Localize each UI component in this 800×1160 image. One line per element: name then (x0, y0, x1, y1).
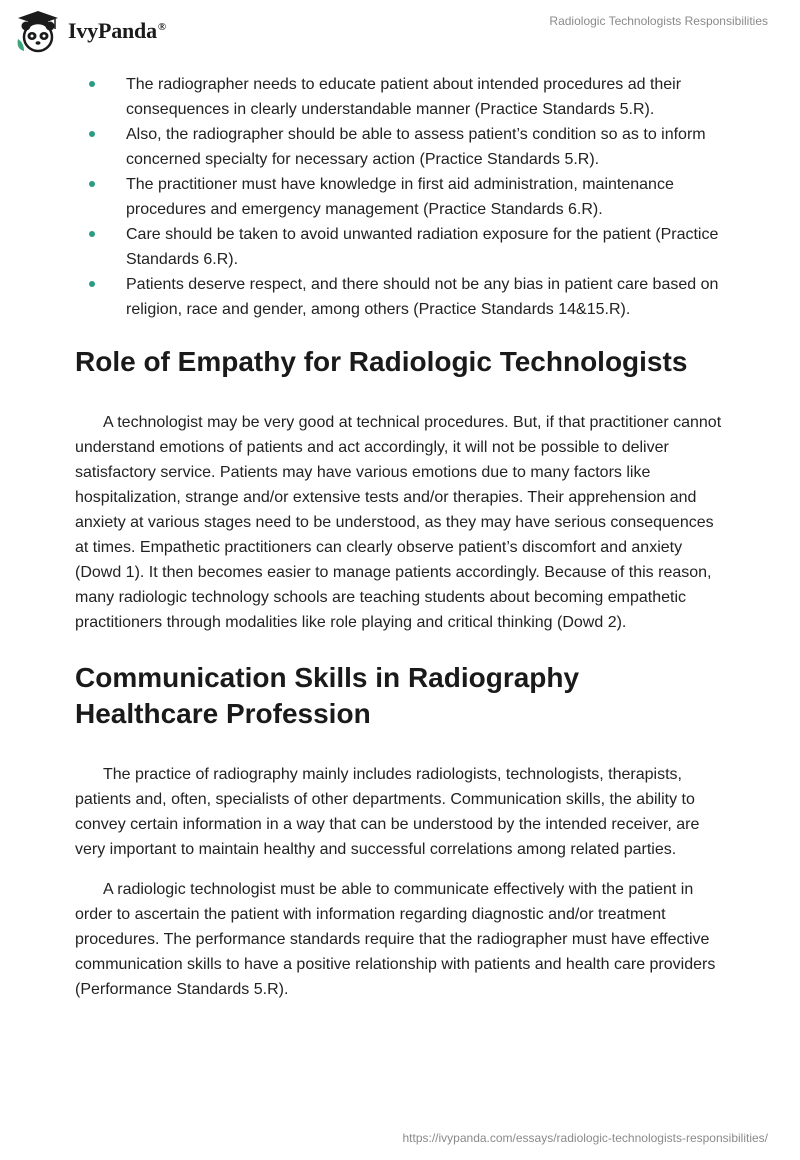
communication-paragraph-2: A radiologic technologist must be able to communicate effectively with the patient in order to ascertain the patient with information regarding diagnostic and/or treatment procedures. The performance standards require that the radiographer must have effective communication skills to have a positive relationship with patients and health care providers (Performance Standards 5.R). (75, 881, 716, 998)
bullet-dot-icon (89, 81, 95, 87)
bullet-dot-icon (89, 181, 95, 187)
panda-graduate-icon (14, 9, 62, 53)
list-item: Also, the radiographer should be able to assess patient’s condition so as to inform concerned specialty for necessary action (Practice Standards 5.R). (75, 122, 725, 172)
list-item: The radiographer needs to educate patient about intended procedures ad their consequences in clearly understandable manner (Practice Standards 5.R). (75, 72, 725, 122)
empathy-paragraph: A technologist may be very good at technical procedures. But, if that practitioner cannot understand emotions of patients and act accordingly, it will not be possible to deliver satisfactory service. Patients may have various emotions due to many factors like hospitalization, strange and/or extensive tests and/or therapies. Their apprehension and anxiety at various stages need to be understood, as they may have serious consequences at times. Empathetic practitioners can clearly observe patient’s discomfort and anxiety (Dowd 1). It then becomes easier to manage patients accordingly. Because of this reason, many radiologic technology schools are teaching students about becoming empathetic practitioners through modalities like role playing and critical thinking (Dowd 2). (75, 414, 722, 631)
list-item: The practitioner must have knowledge in first aid administration, maintenance procedures and emergency management (Practice Standards 6.R). (75, 172, 725, 222)
trademark-symbol: ® (157, 20, 166, 33)
list-item: Patients deserve respect, and there should not be any bias in patient care based on religion, race and gender, among others (Practice Standards 14&15.R). (75, 272, 725, 322)
ivypanda-logo[interactable] (14, 9, 166, 53)
source-url[interactable]: https://ivypanda.com/essays/radiologic-technologists-responsibilities/ (402, 1131, 768, 1145)
standards-bullet-list (75, 72, 725, 322)
empathy-section-heading: Role of Empathy for Radiologic Technologists (75, 346, 688, 377)
bullet-dot-icon (89, 281, 95, 287)
article-body (75, 72, 725, 1002)
page-header (0, 0, 800, 60)
communication-paragraph-1: The practice of radiography mainly includes radiologists, technologists, therapists, patients and, often, specialists of other departments. Communication skills, the ability to convey certain information in a way that can be understood by the intended receiver, are very important to maintain healthy and successful correlations among related parties. (75, 766, 700, 858)
list-item: Care should be taken to avoid unwanted radiation exposure for the patient (Practice Standards 6.R). (75, 222, 725, 272)
communication-section-heading: Communication Skills in Radiography Healthcare Profession (75, 662, 580, 729)
brand-name: IvyPanda® (68, 18, 166, 43)
bullet-dot-icon (89, 131, 95, 137)
bullet-dot-icon (89, 231, 95, 237)
document-title: Radiologic Technologists Responsibilities (549, 14, 768, 28)
